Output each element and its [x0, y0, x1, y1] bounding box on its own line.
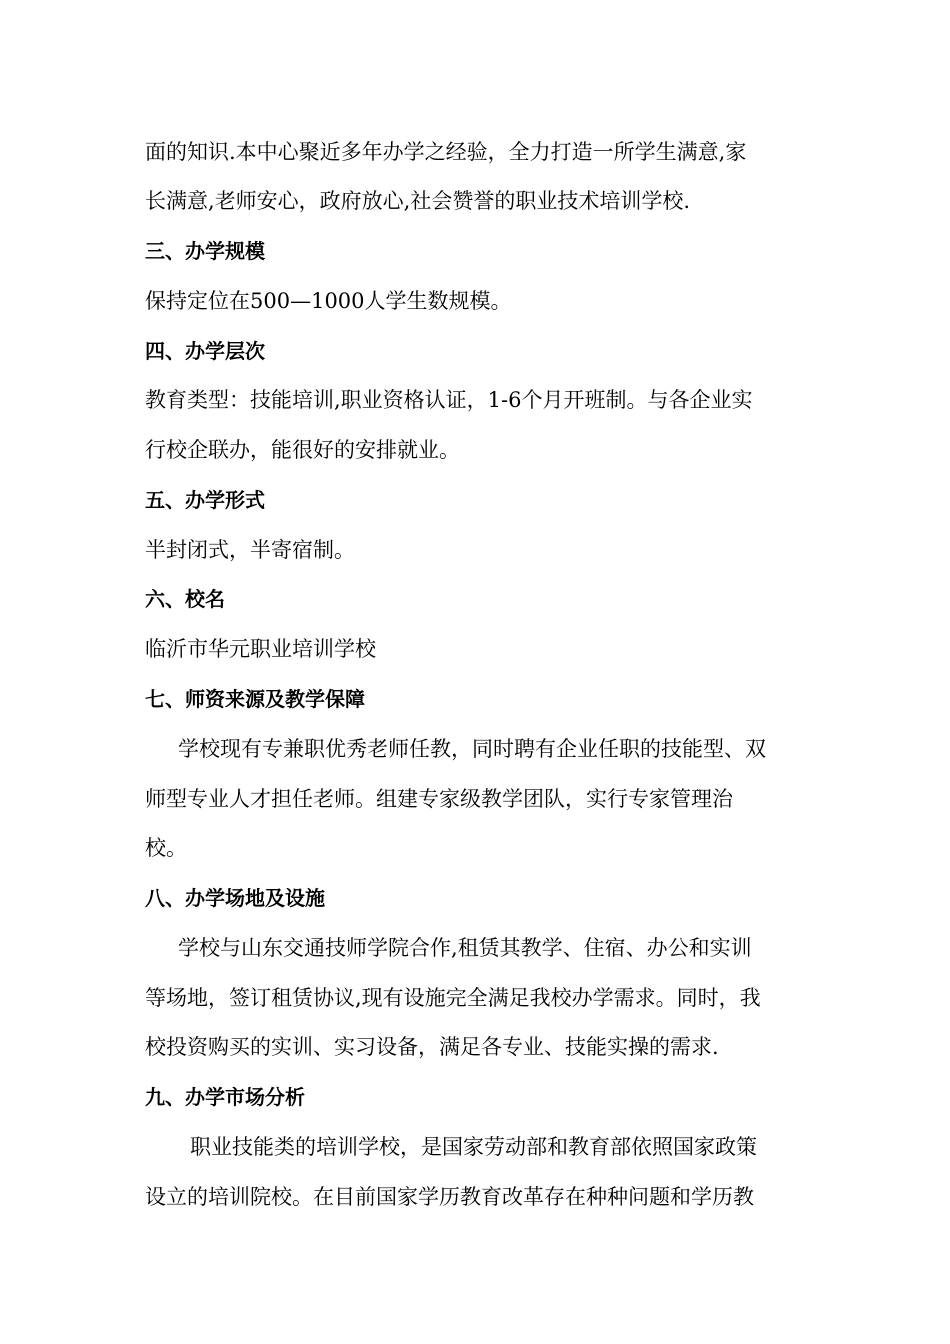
paragraph-line: 等场地，签订租赁协议,现有设施完全满足我校办学需求。同时，我	[145, 986, 761, 1010]
paragraph-line: 师型专业人才担任老师。组建专家级教学团队，实行专家管理治	[145, 787, 733, 811]
paragraph-line: 长满意,老师安心，政府放心,社会赞誉的职业技术培训学校.	[145, 189, 691, 213]
section-heading-level: 四、办学层次	[145, 339, 265, 363]
paragraph-line: 行校企联办，能很好的安排就业。	[145, 438, 460, 462]
paragraph-line: 保持定位在500—1000人学生数规模。	[145, 289, 512, 313]
paragraph-line: 校投资购买的实训、实习设备，满足各专业、技能实操的需求.	[145, 1035, 719, 1059]
paragraph-line: 学校与山东交通技师学院合作,租赁其教学、住宿、办公和实训	[178, 936, 752, 960]
section-heading-form: 五、办学形式	[145, 488, 265, 512]
paragraph-line: 学校现有专兼职优秀老师任教，同时聘有企业任职的技能型、双	[178, 737, 766, 761]
paragraph-line: 校。	[145, 836, 187, 860]
section-heading-school-name: 六、校名	[145, 587, 225, 611]
section-heading-market: 九、办学市场分析	[145, 1085, 305, 1109]
paragraph-line: 设立的培训院校。在目前国家学历教育改革存在种种问题和学历教	[145, 1185, 754, 1209]
paragraph-line: 教育类型：技能培训,职业资格认证，1-6个月开班制。与各企业实	[145, 388, 753, 412]
paragraph-line: 半封闭式，半寄宿制。	[145, 538, 355, 562]
paragraph-line: 职业技能类的培训学校，是国家劳动部和教育部依照国家政策	[190, 1135, 757, 1159]
section-heading-scale: 三、办学规模	[145, 239, 265, 263]
paragraph-line: 面的知识.本中心聚近多年办学之经验，全力打造一所学生满意,家	[145, 140, 747, 164]
paragraph-line: 临沂市华元职业培训学校	[145, 637, 376, 661]
section-heading-facilities: 八、办学场地及设施	[145, 886, 325, 910]
section-heading-faculty: 七、师资来源及教学保障	[145, 687, 365, 711]
